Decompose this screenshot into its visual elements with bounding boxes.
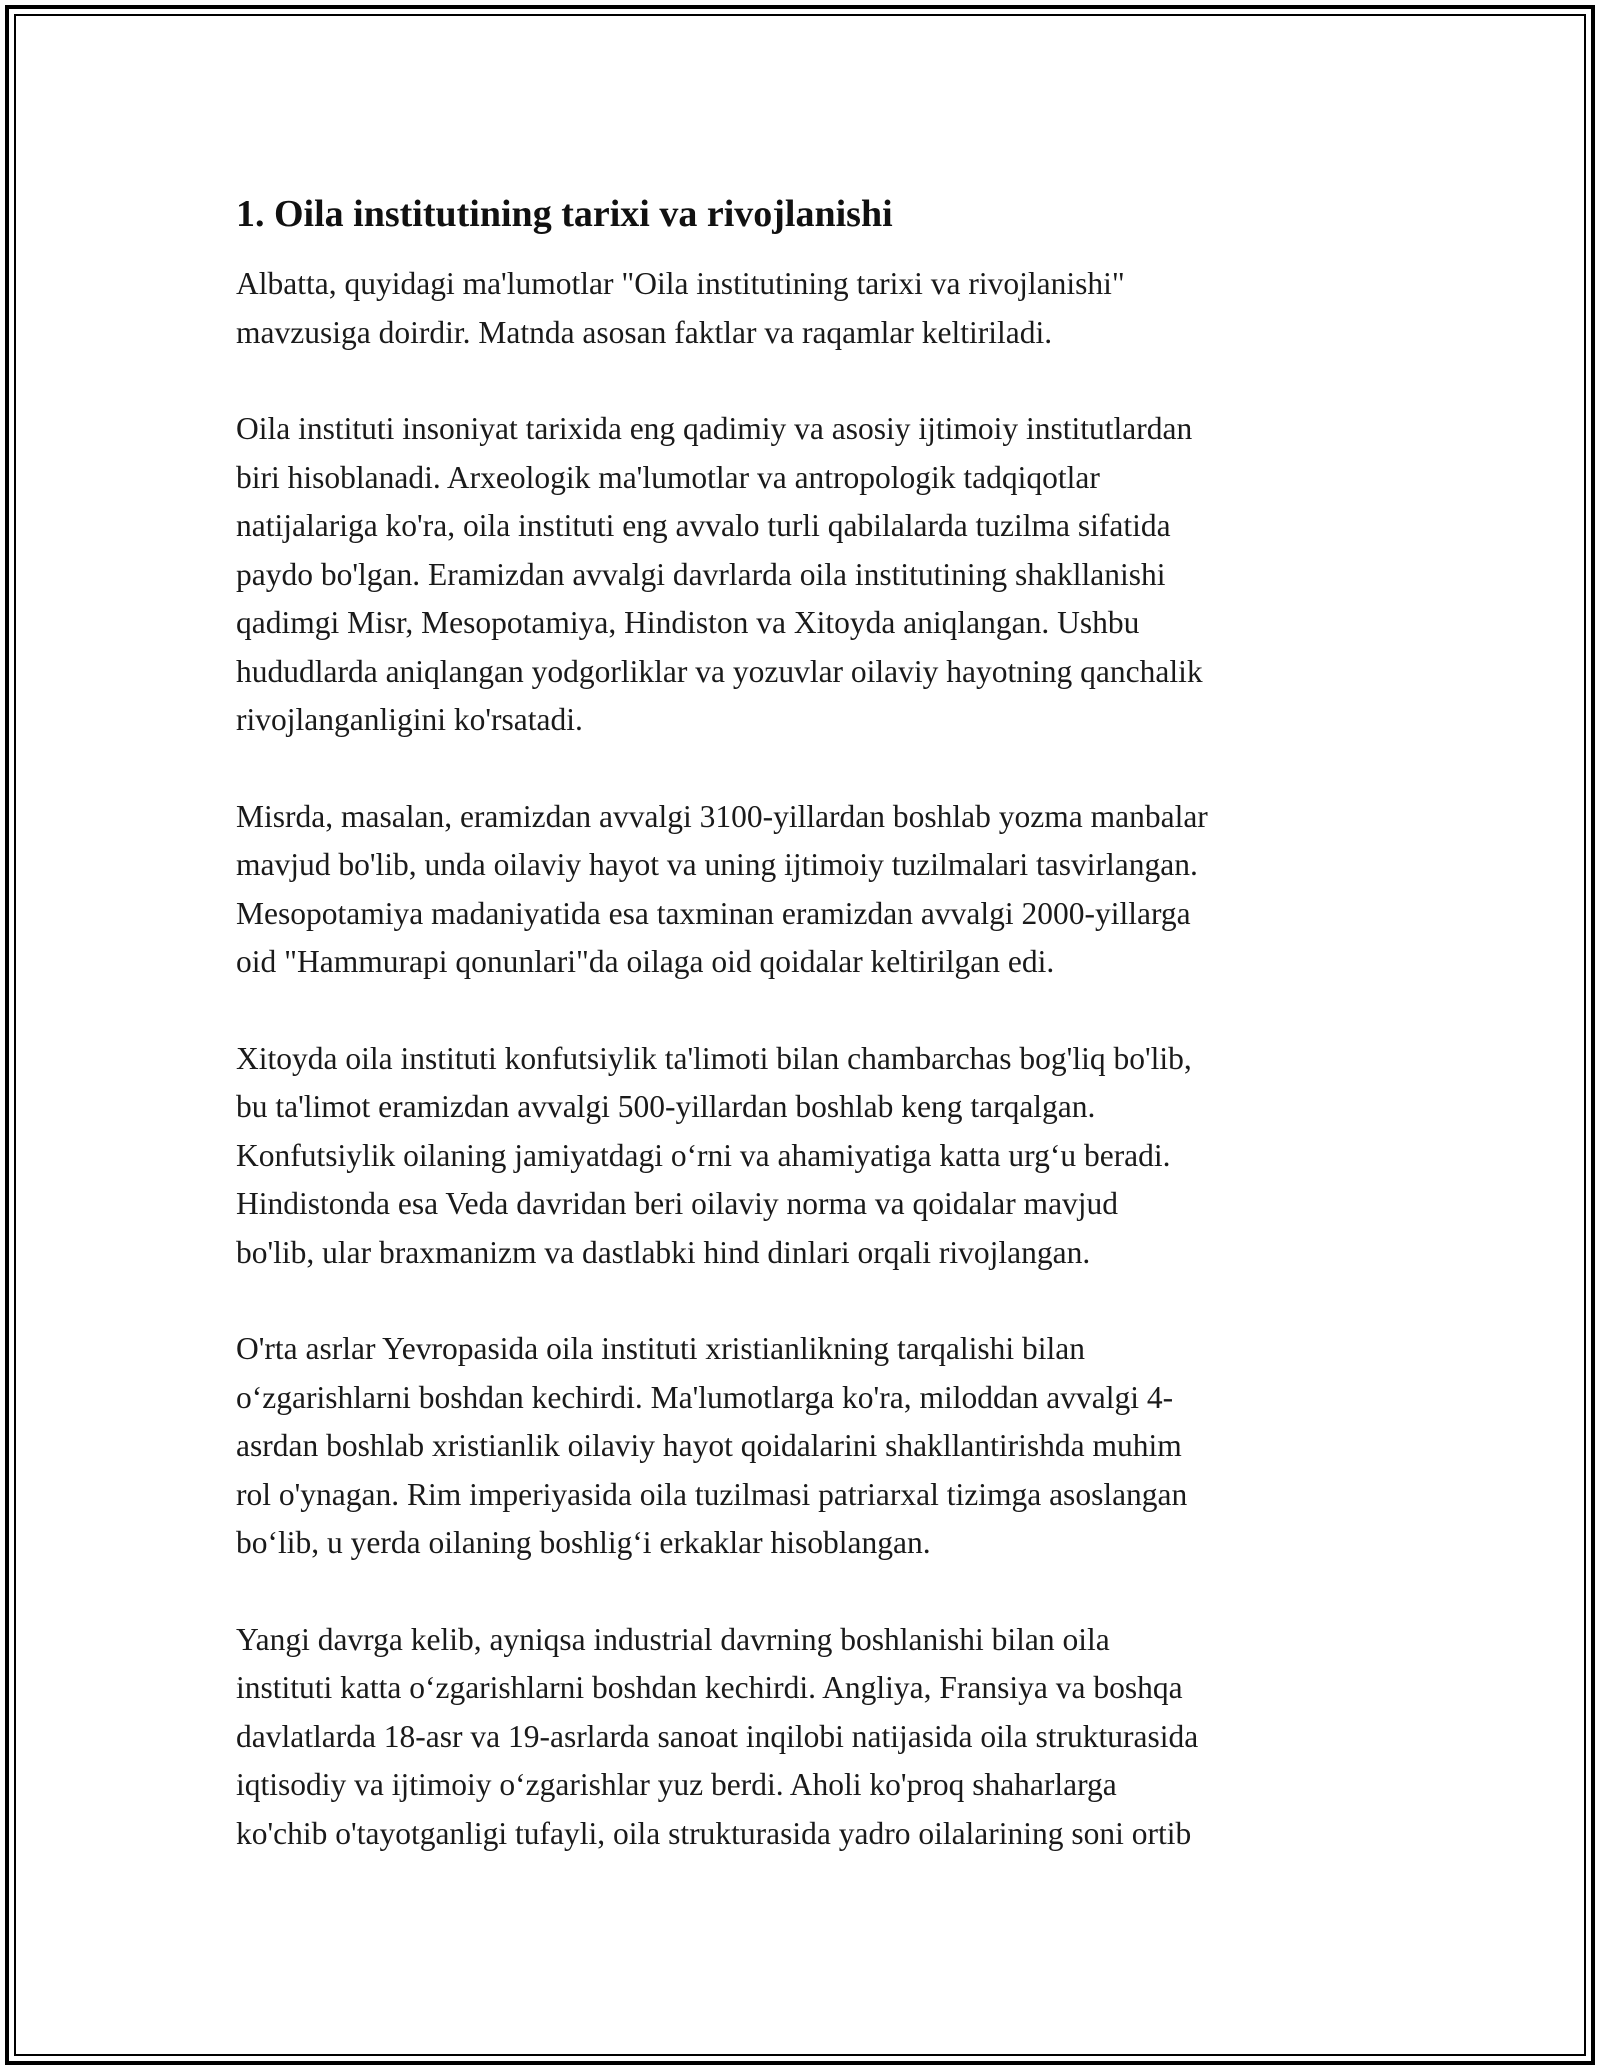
paragraph-egypt-mesopotamia	[236, 793, 1376, 987]
text-line: bo'lib, ular braxmanizm va dastlabki hind dinlari orqali rivojlangan.	[236, 1234, 1091, 1270]
text-line: bo‘lib, u yerda oilaning boshlig‘i erkaklar hisoblangan.	[236, 1525, 931, 1560]
text-line: bu ta'limot eramizdan avvalgi 500-yillardan boshlab keng tarqalgan.	[236, 1089, 1096, 1124]
text-line: hududlarda aniqlangan yodgorliklar va yozuvlar oilaviy hayotning qanchalik	[236, 653, 1203, 689]
text-line: Albatta, quyidagi ma'lumotlar "Oila institutining tarixi va rivojlanishi"	[236, 266, 1125, 301]
paragraph-origins	[236, 405, 1376, 745]
text-line: iqtisodiy va ijtimoiy o‘zgarishlar yuz berdi. Aholi ko'proq shaharlarga	[236, 1767, 1117, 1802]
text-line: Mesopotamiya madaniyatida esa taxminan eramizdan avvalgi 2000-yillarga	[236, 895, 1191, 931]
text-line: ko'chib o'tayotganligi tufayli, oila strukturasida yadro oilalarining soni ortib	[236, 1815, 1192, 1851]
text-line: rol o'ynagan. Rim imperiyasida oila tuzilmasi patriarxal tizimga asoslangan	[236, 1476, 1188, 1512]
text-line: biri hisoblanadi. Arxeologik ma'lumotlar va antropologik tadqiqotlar	[236, 459, 1100, 495]
text-line: Hindistonda esa Veda davridan beri oilaviy norma va qoidalar mavjud	[236, 1186, 1119, 1221]
text-line: O'rta asrlar Yevropasida oila instituti xristianlikning tarqalishi bilan	[236, 1331, 1086, 1366]
paragraph-china-india	[236, 1035, 1376, 1278]
text-line: mavzusiga doirdir. Matnda asosan faktlar va raqamlar keltiriladi.	[236, 314, 1053, 350]
document-title: 1. Oila institutining tarixi va rivojlanishi	[236, 193, 893, 235]
text-line: rivojlanganligini ko'rsatadi.	[236, 702, 583, 737]
text-line: natijalariga ko'ra, oila instituti eng avvalo turli qabilalarda tuzilma sifatida	[236, 508, 1171, 543]
text-line: Misrda, masalan, eramizdan avvalgi 3100-yillardan boshlab yozma manbalar	[236, 798, 1208, 834]
text-line: asrdan boshlab xristianlik oilaviy hayot qoidalarini shakllantirishda muhim	[236, 1428, 1182, 1463]
paragraph-medieval-europe	[236, 1325, 1376, 1568]
document-body	[236, 188, 1376, 1906]
text-line: oid "Hammurapi qonunlari"da oilaga oid qoidalar keltirilgan edi.	[236, 944, 1055, 979]
text-line: Yangi davrga kelib, ayniqsa industrial davrning boshlanishi bilan oila	[236, 1621, 1110, 1657]
paragraph-intro	[236, 260, 1376, 357]
text-line: qadimgi Misr, Mesopotamiya, Hindiston va Xitoyda aniqlangan. Ushbu	[236, 605, 1140, 640]
text-line: o‘zgarishlarni boshdan kechirdi. Ma'lumotlarga ko'ra, miloddan avvalgi 4-	[236, 1379, 1174, 1415]
text-line: mavjud bo'lib, unda oilaviy hayot va uning ijtimoiy tuzilmalari tasvirlangan.	[236, 847, 1198, 882]
text-line: davlatlarda 18-asr va 19-asrlarda sanoat inqilobi natijasida oila strukturasida	[236, 1718, 1199, 1754]
text-line: Xitoyda oila instituti konfutsiylik ta'limoti bilan chambarchas bog'liq bo'lib,	[236, 1040, 1192, 1076]
text-line: paydo bo'lgan. Eramizdan avvalgi davrlarda oila institutining shakllanishi	[236, 556, 1166, 592]
text-line: Oila instituti insoniyat tarixida eng qadimiy va asosiy ijtimoiy institutlardan	[236, 411, 1193, 446]
text-line: instituti katta o‘zgarishlarni boshdan kechirdi. Angliya, Fransiya va boshqa	[236, 1670, 1183, 1705]
paragraph-industrial-era	[236, 1616, 1376, 1859]
text-line: Konfutsiylik oilaning jamiyatdagi o‘rni va ahamiyatiga katta urg‘u beradi.	[236, 1137, 1171, 1173]
